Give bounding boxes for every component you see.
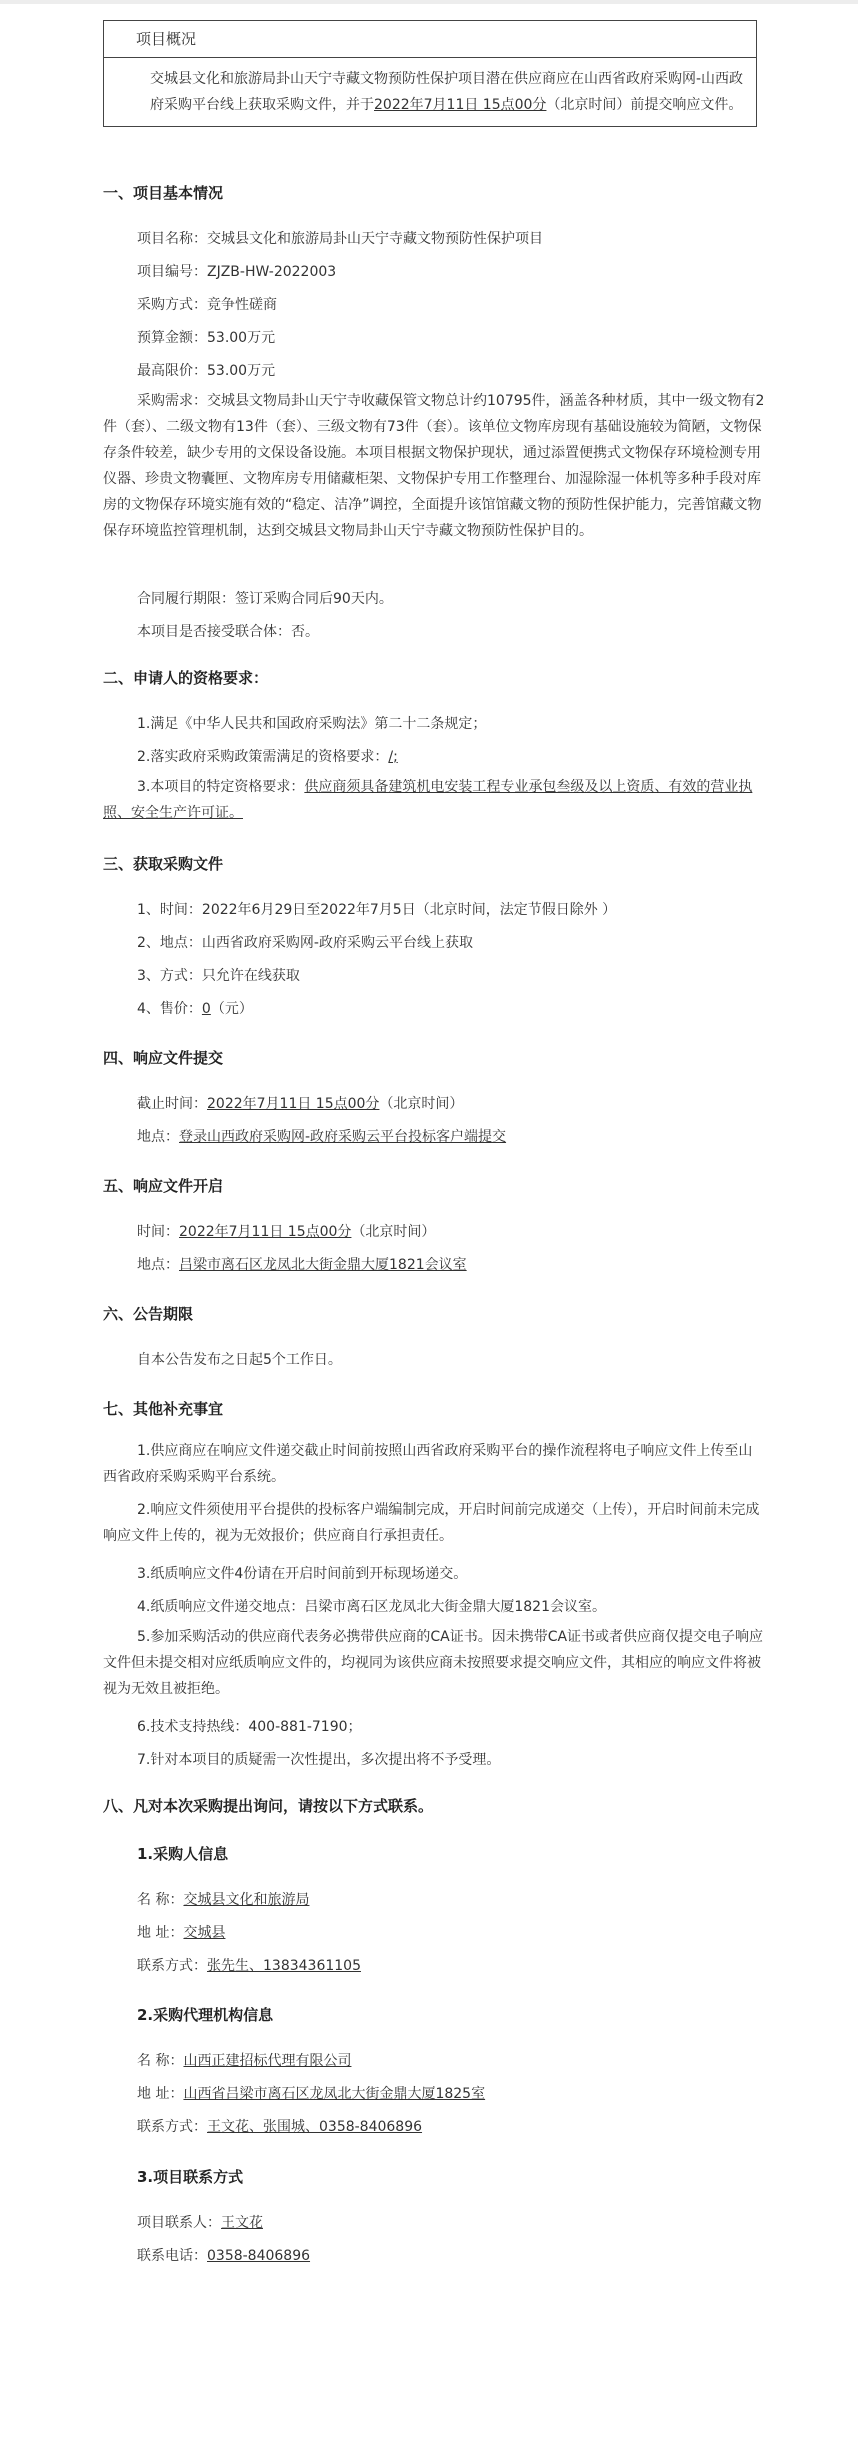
agency-contact: 联系方式：王文花、张围城、0358-8406896 [137, 2119, 423, 2135]
requirement-2: 2.落实政府采购政策需满足的资格要求：/; [137, 749, 398, 765]
agency-info-title: 2.采购代理机构信息 [137, 2006, 274, 2024]
overview-box [103, 20, 757, 127]
consortium: 本项目是否接受联合体：否。 [137, 624, 319, 640]
project-code: 项目编号：ZJZB-HW-2022003 [137, 264, 337, 280]
contract-period: 合同履行期限：签订采购合同后90天内。 [137, 591, 393, 607]
supplement-4: 4.纸质响应文件递交地点：吕梁市离石区龙凤北大街金鼎大厦1821会议室。 [137, 1599, 606, 1615]
project-contact-person: 项目联系人：王文花 [137, 2215, 263, 2231]
supplement-6: 6.技术支持热线：400-881-7190； [137, 1719, 362, 1735]
section-6-title: 六、公告期限 [103, 1305, 194, 1323]
requirement-3: 3.本项目的特定资格要求：供应商须具备建筑机电安装工程专业承包叁级及以上资质、有效的营业执照、安全生产许可证。 [103, 779, 753, 821]
section-3-title: 三、获取采购文件 [103, 855, 224, 873]
submit-place: 地点：登录山西政府采购网-政府采购云平台投标客户端提交 [137, 1129, 507, 1145]
buyer-address: 地 址：交城县 [137, 1925, 226, 1941]
supplement-1: 1.供应商应在响应文件递交截止时间前按照山西省政府采购平台的操作流程将电子响应文件上传至山西省政府采购采购平台系统。 [103, 1443, 753, 1485]
section-7-title: 七、其他补充事宜 [103, 1400, 224, 1418]
buyer-contact: 联系方式：张先生、13834361105 [137, 1958, 361, 1974]
budget-amount: 预算金额：53.00万元 [137, 330, 276, 346]
acquire-time: 1、时间：2022年6月29日至2022年7月5日（北京时间，法定节假日除外 ） [137, 902, 617, 918]
acquire-price: 4、售价：0（元） [137, 1001, 253, 1017]
notice-period: 自本公告发布之日起5个工作日。 [137, 1352, 342, 1368]
procurement-need: 采购需求：交城县文物局卦山天宁寺收藏保管文物总计约10795件，涵盖各种材质，其中一级文物有2件（套）、二级文物有13件（套）、三级文物有73件（套）。该单位文物库房现有基础设施较为简陋，文物保存条件较差，缺少专用的文保设备设施。本项目根据文物保护现状，通过添置便携式文物保存环境检测专用仪器、珍贵文物囊匣、文物库房专用储藏柜架、文物保护专用工作整理台、加湿除湿一体机等多种手段对库房的文物保存环境实施有效的“稳定、洁净”调控，全面提升该馆馆藏文物的预防性保护能力，完善馆藏文物保存环境监控管理机制，达到交城县文物局卦山天宁寺藏文物预防性保护目的。 [103, 393, 765, 539]
section-5-title: 五、响应文件开启 [103, 1177, 224, 1195]
project-contact-title: 3.项目联系方式 [137, 2168, 244, 2186]
buyer-info-title: 1.采购人信息 [137, 1845, 229, 1863]
top-divider [0, 0, 858, 4]
overview-deadline: 2022年7月11日 15点00分 [374, 97, 547, 113]
section-4-title: 四、响应文件提交 [103, 1049, 224, 1067]
acquire-place: 2、地点：山西省政府采购网-政府采购云平台线上获取 [137, 935, 473, 951]
submit-deadline: 截止时间：2022年7月11日 15点00分（北京时间） [137, 1096, 464, 1112]
section-8-title: 八、凡对本次采购提出询问，请按以下方式联系。 [103, 1797, 434, 1815]
buyer-name: 名 称：交城县文化和旅游局 [137, 1892, 310, 1908]
supplement-2: 2.响应文件须使用平台提供的投标客户端编制完成，开启时间前完成递交（上传），开启时间前未完成响应文件上传的，视为无效报价；供应商自行承担责任。 [103, 1502, 760, 1544]
max-price: 最高限价：53.00万元 [137, 363, 276, 379]
agency-address: 地 址：山西省吕梁市离石区龙凤北大街金鼎大厦1825室 [137, 2086, 486, 2102]
acquire-way: 3、方式：只允许在线获取 [137, 968, 300, 984]
overview-heading: 项目概况 [104, 21, 756, 58]
project-name: 项目名称：交城县文化和旅游局卦山天宁寺藏文物预防性保护项目 [137, 231, 543, 247]
requirement-1: 1.满足《中华人民共和国政府采购法》第二十二条规定； [137, 716, 487, 732]
supplement-7: 7.针对本项目的质疑需一次性提出，多次提出将不予受理。 [137, 1752, 501, 1768]
overview-text: 交城县文化和旅游局卦山天宁寺藏文物预防性保护项目潜在供应商应在山西省政府采购网-山西政府采购平台线上获取采购文件，并于2022年7月11日 15点00分（北京时间）前提交响应文件。 [150, 71, 744, 113]
supplement-3: 3.纸质响应文件4份请在开启时间前到开标现场递交。 [137, 1566, 468, 1582]
procurement-method: 采购方式：竞争性磋商 [137, 297, 277, 313]
agency-name: 名 称：山西正建招标代理有限公司 [137, 2053, 352, 2069]
open-time: 时间：2022年7月11日 15点00分（北京时间） [137, 1224, 436, 1240]
supplement-5: 5.参加采购活动的供应商代表务必携带供应商的CA证书。因未携带CA证书或者供应商仅提交电子响应文件但未提交相对应纸质响应文件的，均视同为该供应商未按照要求提交响应文件，其相应的响应文件将被视为无效且被拒绝。 [103, 1629, 764, 1697]
section-1-title: 一、项目基本情况 [103, 184, 224, 202]
open-place: 地点：吕梁市离石区龙凤北大街金鼎大厦1821会议室 [137, 1257, 467, 1273]
project-contact-phone: 联系电话：0358-8406896 [137, 2248, 311, 2264]
section-2-title: 二、申请人的资格要求： [103, 669, 269, 687]
